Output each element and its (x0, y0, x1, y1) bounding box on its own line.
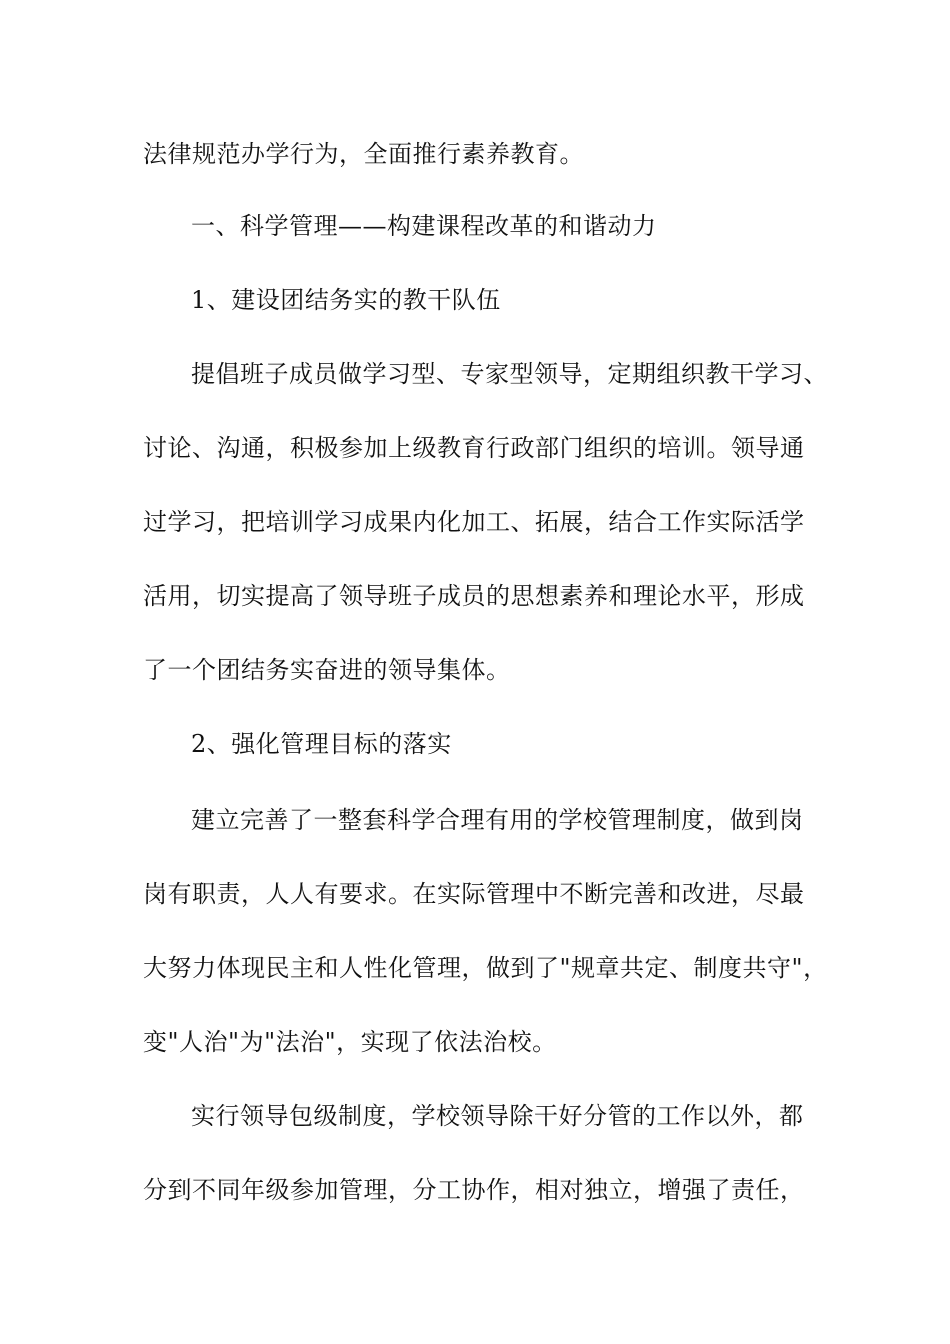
paragraph-line: 了一个团结务实奋进的领导集体。 (143, 656, 511, 684)
paragraph-line: 大努力体现民主和人性化管理，做到了"规章共定、制度共守"， (143, 954, 828, 982)
paragraph-line: 过学习，把培训学习成果内化加工、拓展，结合工作实际活学 (143, 508, 805, 536)
paragraph-line: 变"人治"为"法治"，实现了依法治校。 (143, 1028, 557, 1056)
paragraph-line: 提倡班子成员做学习型、专家型领导，定期组织教干学习、 (191, 360, 828, 388)
paragraph-line: 岗有职责，人人有要求。在实际管理中不断完善和改进，尽最 (143, 880, 805, 908)
paragraph-line: 讨论、沟通，积极参加上级教育行政部门组织的培训。领导通 (143, 434, 805, 462)
subsection-heading: 2、强化管理目标的落实 (191, 730, 452, 758)
subsection-heading: 1、建设团结务实的教干队伍 (191, 286, 501, 314)
section-heading: 一、科学管理——构建课程改革的和谐动力 (191, 212, 657, 240)
paragraph-line: 实行领导包级制度，学校领导除干好分管的工作以外，都 (191, 1102, 804, 1130)
paragraph-line: 建立完善了一整套科学合理有用的学校管理制度，做到岗 (191, 806, 804, 834)
paragraph-line: 分到不同年级参加管理，分工协作，相对独立，增强了责任， (143, 1176, 805, 1204)
paragraph-line: 法律规范办学行为，全面推行素养教育。 (143, 140, 584, 168)
paragraph-line: 活用，切实提高了领导班子成员的思想素养和理论水平，形成 (143, 582, 805, 610)
